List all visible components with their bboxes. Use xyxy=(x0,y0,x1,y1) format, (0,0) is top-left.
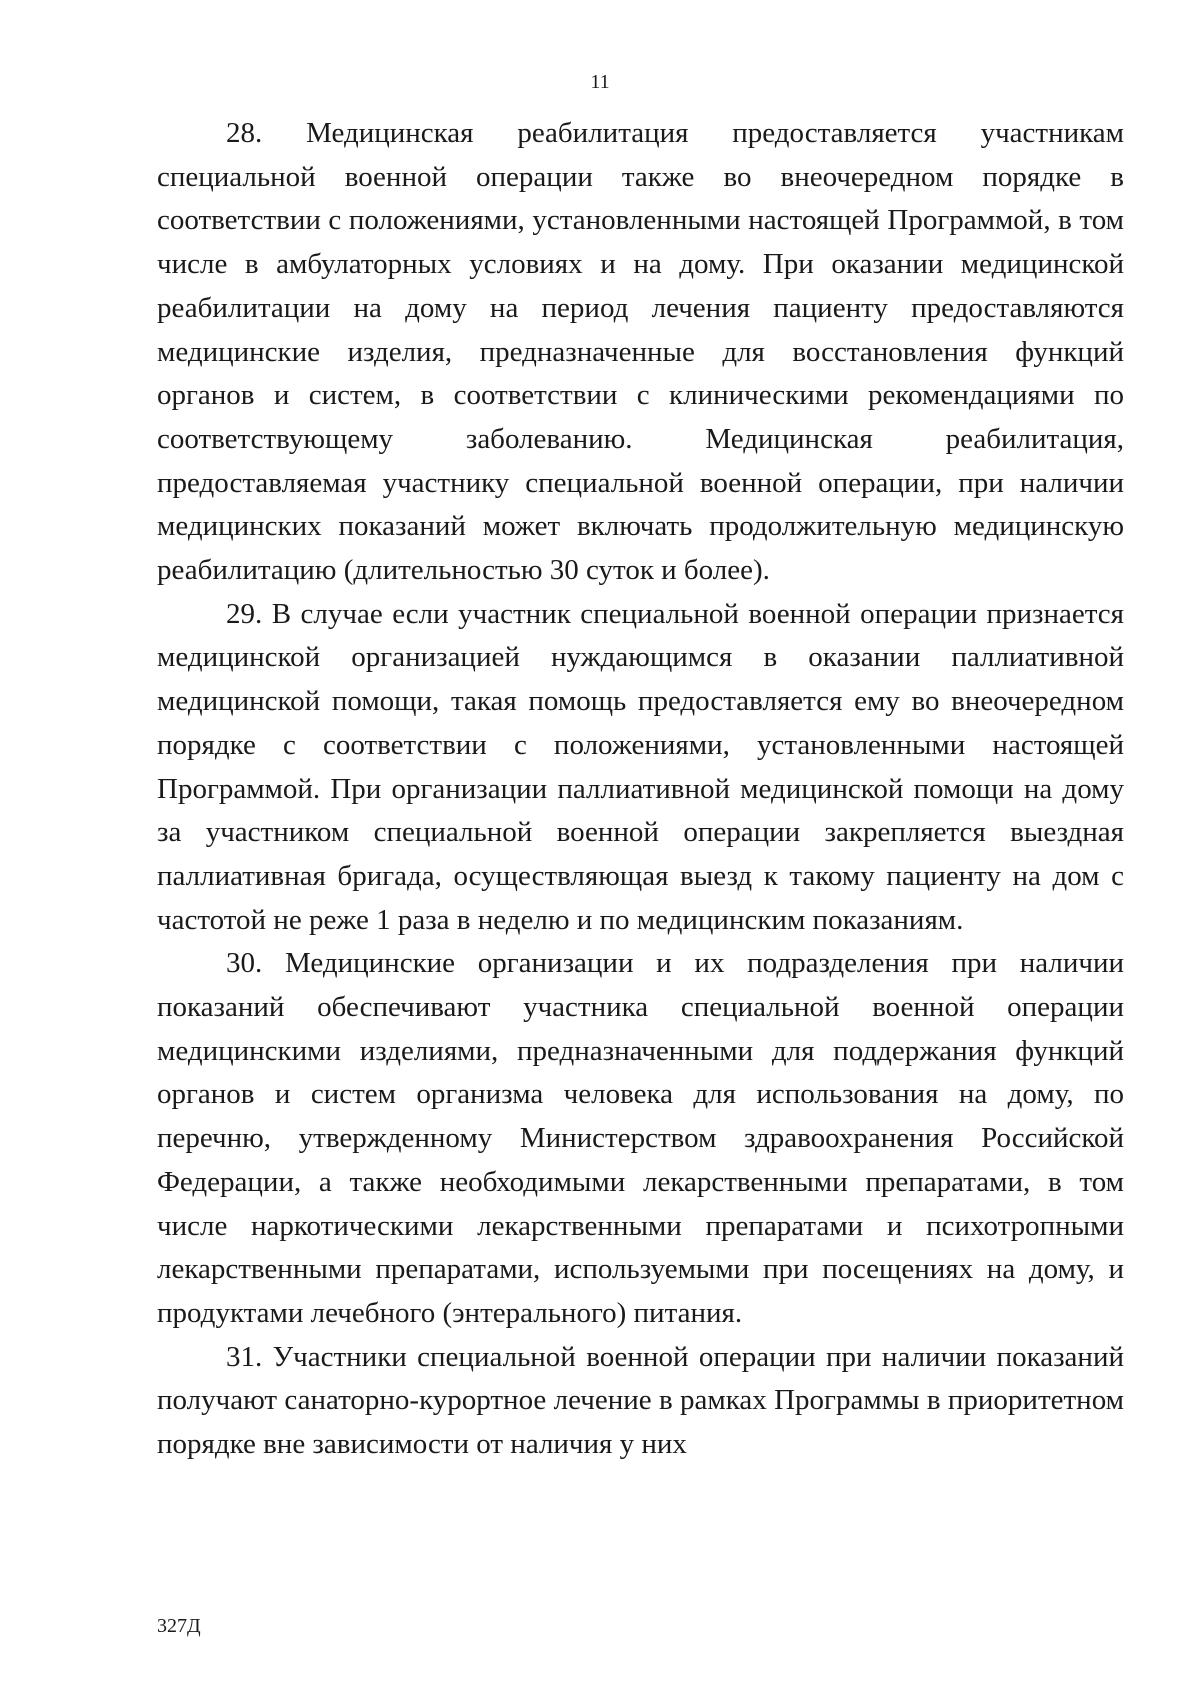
paragraph-31: 31. Участники специальной военной операции при наличии показаний получают санаторно-курортное лечение в рамках Программы в приоритетном порядке вне зависимости от наличия у них xyxy=(157,1340,1124,1461)
page-number: 11 xyxy=(590,71,610,93)
paragraph-30: 30. Медицинские организации и их подразделения при наличии показаний обеспечивают участника специальной военной операции медицинскими изделиями, предназначенными для поддержания функций органов и систем организма человека для использования на дому, по перечню, утвержденному Министерством здравоохранения Российской Федерации, а также необходимыми лекарственными препаратами, в том числе наркотическими лекарственными препаратами и психотропными лекарственными препаратами, используемыми при посещениях на дому, и продуктами лечебного (энтерального) питания. xyxy=(157,947,1124,1329)
paragraph-28: 28. Медицинская реабилитация предоставляется участникам специальной военной операции также во внеочередном порядке в соответствии с положениями, установленными настоящей Программой, в том числе в амбулаторных условиях и на дому. При оказании медицинской реабилитации на дому на период лечения пациенту предоставляются медицинские изделия, предназначенные для восстановления функций органов и систем, в соответствии с клиническими рекомендациями по соответствующему заболеванию. Медицинская реабилитация, предоставляемая участнику специальной военной операции, при наличии медицинских показаний может включать продолжительную медицинскую реабилитацию (длительностью 30 суток и более). xyxy=(157,117,1124,587)
paragraph-29: 29. В случае если участник специальной военной операции признается медицинской организацией нуждающимся в оказании паллиативной медицинской помощи, такая помощь предоставляется ему во внеочередном порядке с соответствии с положениями, установленными настоящей Программой. При организации паллиативной медицинской помощи на дому за участником специальной военной операции закрепляется выездная паллиативная бригада, осуществляющая выезд к такому пациенту на дом с частотой не реже 1 раза в неделю и по медицинским показаниям. xyxy=(157,597,1124,936)
document-body xyxy=(157,112,1124,1467)
document-code: 327Д xyxy=(157,1615,201,1637)
